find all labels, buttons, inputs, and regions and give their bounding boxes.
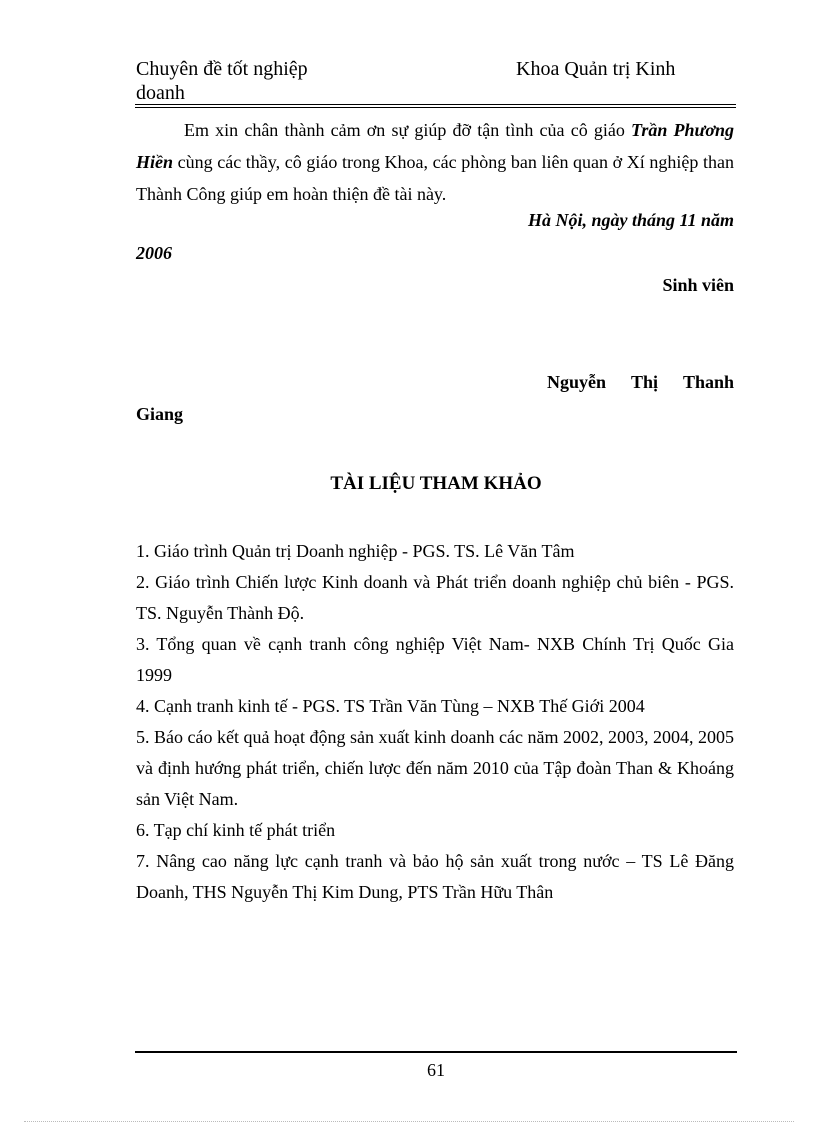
acknowledgement-paragraph xyxy=(136,114,734,210)
reference-item: 7. Nâng cao năng lực cạnh tranh và bảo hộ sản xuất trong nước – TS Lê Đăng Doanh, THS Nguyễn Thị Kim Dung, PTS Trần Hữu Thân xyxy=(136,851,734,902)
header-title-continuation: doanh xyxy=(136,82,185,104)
header-rule-top xyxy=(135,104,736,105)
ack-teacher-name: Trần Phương Hiền xyxy=(136,120,734,172)
signature-name-word: Thanh xyxy=(682,372,734,392)
page-boundary-dotted-line xyxy=(24,1121,794,1122)
ack-text-after: cùng các thầy, cô giáo trong Khoa, các phòng ban liên quan ở Xí nghiệp than Thành Công giúp em hoàn thiện đề tài này. xyxy=(136,152,734,204)
header-rule-bottom xyxy=(135,107,736,108)
ack-text-before: Em xin chân thành cảm ơn sự giúp đỡ tận tình của cô giáo xyxy=(184,120,632,140)
reference-item: 3. Tổng quan về cạnh tranh công nghiệp Việt Nam- NXB Chính Trị Quốc Gia 1999 xyxy=(136,634,734,685)
header-title-left: Chuyên đề tốt nghiệp xyxy=(136,58,308,80)
references-title: TÀI LIỆU THAM KHẢO xyxy=(330,473,542,494)
signature-role: Sinh viên xyxy=(662,275,734,295)
signature-date-line1: Hà Nội, ngày tháng 11 năm xyxy=(527,210,734,230)
reference-item: 5. Báo cáo kết quả hoạt động sản xuất kinh doanh các năm 2002, 2003, 2004, 2005 và định hướng phát triển, chiến lược đến năm 2010 của Tập đoàn Than & Khoáng sản Việt Nam. xyxy=(136,727,734,809)
header-title-right: Khoa Quản trị Kinh xyxy=(516,58,676,80)
signature-name-line1 xyxy=(547,372,734,393)
signature-name-word: Nguyễn xyxy=(547,372,607,392)
signature-name-line2: Giang xyxy=(136,404,184,424)
reference-item: 4. Cạnh tranh kinh tế - PGS. TS Trần Văn Tùng – NXB Thế Giới 2004 xyxy=(136,696,645,716)
footer-rule xyxy=(135,1051,737,1053)
reference-item: 2. Giáo trình Chiến lược Kinh doanh và Phát triển doanh nghiệp chủ biên - PGS. TS. Nguyễn Thành Độ. xyxy=(136,572,734,623)
signature-date-line2: 2006 xyxy=(136,243,172,263)
reference-item: 1. Giáo trình Quản trị Doanh nghiệp - PGS. TS. Lê Văn Tâm xyxy=(136,541,575,561)
signature-name-word: Thị xyxy=(630,372,658,392)
reference-item: 6. Tạp chí kinh tế phát triển xyxy=(136,820,336,840)
page-number: 61 xyxy=(427,1060,445,1080)
references-list xyxy=(136,536,734,908)
